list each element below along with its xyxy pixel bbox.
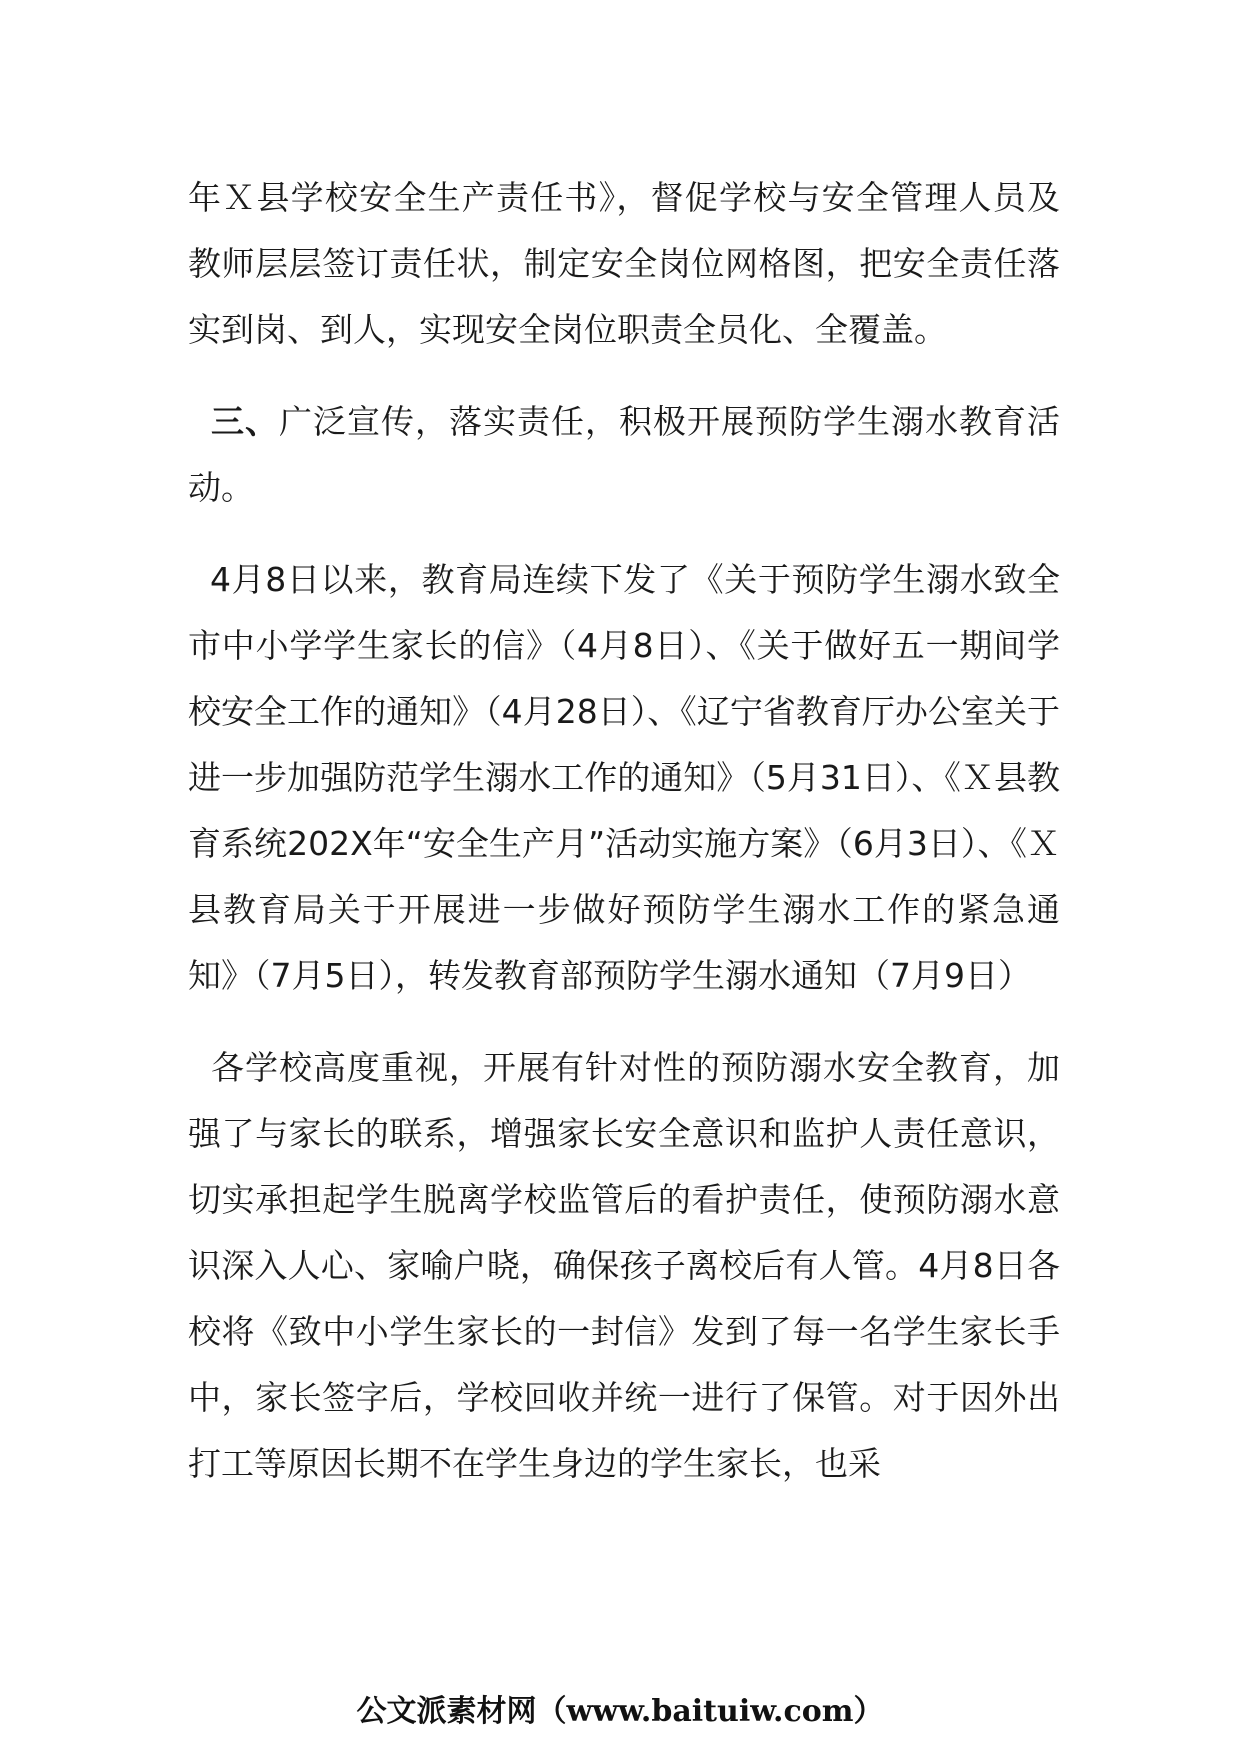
- paragraph-text: 各学校高度重视，开展有针对性的预防溺水安全教育，加强了与家长的联系，增强家长安全意识和监护人责任意识，切实承担起学生脱离学校监管后的看护责任，使预防溺水意识深入人心、家喻户晓，确保孩子离校后有人管。4月8日各校将《致中小学生家长的一封信》发到了每一名学生家长手中，家长签字后，学校回收并统一进行了保管。对于因外出打工等原因长期不在学生身边的学生家长，也采: [188, 1048, 1060, 1483]
- paragraph-text: 4月8日以来，教育局连续下发了《关于预防学生溺水致全市中小学学生家长的信》（4月8日）、《关于做好五一期间学校安全工作的通知》（4月28日）、《辽宁省教育厅办公室关于进一步加强防范学生溺水工作的通知》（5月31日）、《Ｘ县教育系统202X年“安全生产月”活动实施方案》（6月3日）、《Ｘ县教育局关于开展进一步做好预防学生溺水工作的紧急通知》（7月5日），转发教育部预防学生溺水通知（7月9日）: [188, 560, 1060, 995]
- paragraph-responsibility-letter: [188, 165, 1060, 363]
- paragraph-school-actions: [188, 1035, 1060, 1497]
- paragraph-notices-issued: [188, 547, 1060, 1009]
- paragraph-text: 年Ｘ县学校安全生产责任书》，督促学校与安全管理人员及教师层层签订责任状，制定安全岗位网格图，把安全责任落实到岗、到人，实现安全岗位职责全员化、全覆盖。: [188, 178, 1060, 349]
- section-heading-three: [188, 389, 1060, 521]
- section-number: 三、: [210, 402, 279, 441]
- watermark-footer: 公文派素材网（www.baituiw.com）: [356, 1694, 884, 1729]
- document-body: [188, 165, 1060, 1523]
- section-heading-text: 广泛宣传，落实责任，积极开展预防学生溺水教育活动。: [188, 402, 1060, 507]
